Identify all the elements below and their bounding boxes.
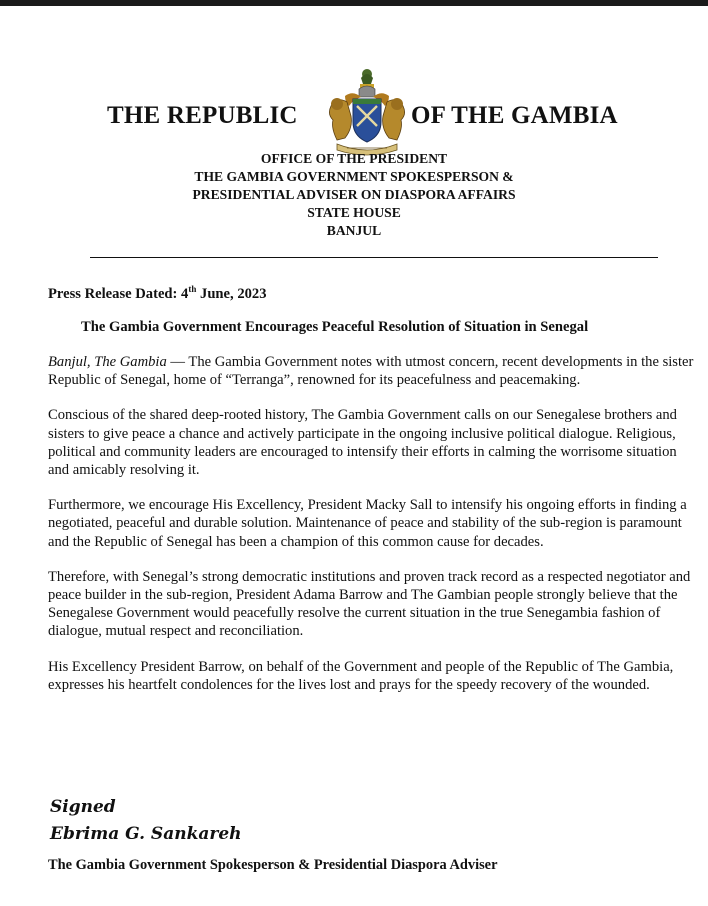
release-date	[48, 284, 267, 303]
signatory-title: The Gambia Government Spokesperson & Presidential Diaspora Adviser	[48, 857, 498, 873]
office-line: PRESIDENTIAL ADVISER ON DIASPORA AFFAIRS	[192, 187, 516, 202]
signed-label: Signed	[50, 797, 116, 817]
release-headline: The Gambia Government Encourages Peaceful Resolution of Situation in Senegal	[81, 319, 589, 335]
paragraph-2: Conscious of the shared deep-rooted history, The Gambia Government calls on our Senegalese brothers and sisters to give peace a chance and actively participate in the ongoing inclusive political dialogue. Religious, political and community leaders are encouraged to intensify their efforts in calming the worrisome situation and amicably resolving it.	[48, 407, 677, 479]
office-line: STATE HOUSE	[307, 205, 401, 220]
paragraph-5: His Excellency President Barrow, on behalf of the Government and people of the Republic of The Gambia, expresses his heartfelt condolences for the lives lost and prays for the speedy recovery of the wounded.	[48, 658, 674, 693]
office-line: THE GAMBIA GOVERNMENT SPOKESPERSON &	[194, 169, 514, 184]
release-body	[48, 353, 698, 711]
signatory-name: Ebrima G. Sankareh	[50, 824, 242, 844]
paragraph-4: Therefore, with Senegal’s strong democratic institutions and proven track record as a respected negotiator and peace builder in the sub-region, President Adama Barrow and The Gambian people strongly believe that the Senegalese Government would peacefully resolve the current situation in the true Senegambia fashion of dialogue, mutual respect and reconciliation.	[48, 568, 691, 640]
date-rest: June, 2023	[196, 286, 267, 302]
date-label: Press Release Dated: 4	[48, 286, 189, 302]
office-line: BANJUL	[326, 223, 382, 238]
paragraph-1	[48, 353, 698, 389]
paragraph-3: Furthermore, we encourage His Excellency, President Macky Sall to intensify his ongoing efforts in finding a negotiated, peaceful and durable solution. Maintenance of peace and stability of the sub-region is paramount and the Republic of Senegal has been a champion of this common cause for decades.	[48, 497, 687, 550]
dateline: Banjul, The Gambia	[48, 354, 167, 370]
date-superscript: th	[188, 284, 197, 294]
letterhead-left-text: THE REPUBLIC	[107, 102, 298, 129]
header-divider	[90, 257, 658, 258]
letterhead-right-text: OF THE GAMBIA	[411, 102, 618, 129]
coat-of-arms-icon	[323, 66, 411, 158]
paragraph-1-text: — The Gambia Government notes with utmost concern, recent developments in the sister Republic of Senegal, home of “Terranga”, renowned for its peacefulness and peacemaking.	[48, 354, 694, 389]
top-border	[0, 0, 708, 6]
office-line: OFFICE OF THE PRESIDENT	[260, 151, 448, 166]
office-block	[0, 150, 708, 240]
letterhead	[0, 66, 708, 158]
